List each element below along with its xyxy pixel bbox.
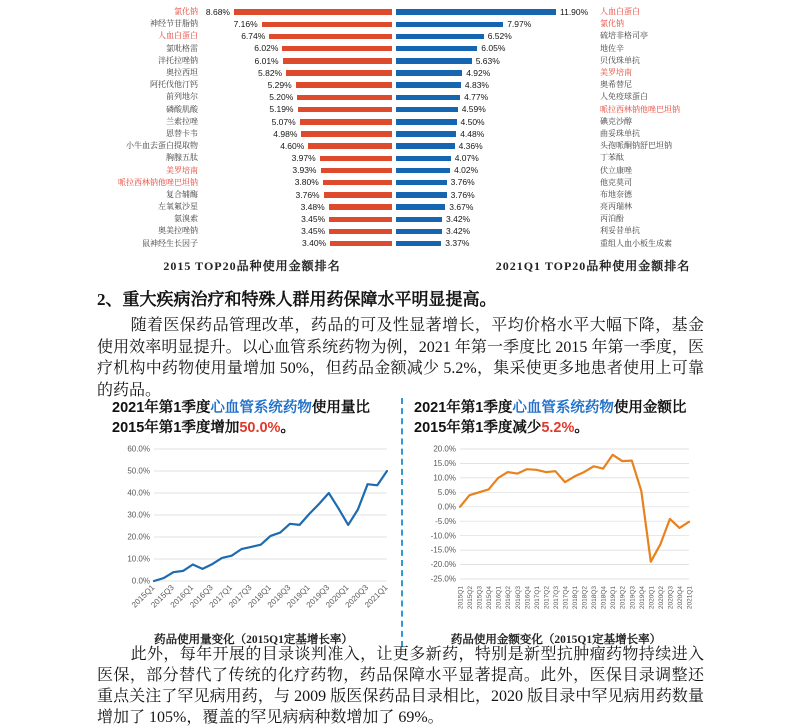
svg-text:2015Q4: 2015Q4 (486, 586, 494, 610)
bar-row (396, 213, 790, 225)
line-chart-usage-amount (414, 441, 697, 631)
svg-text:2015Q3: 2015Q3 (149, 583, 176, 610)
title-segment: 。 (574, 420, 589, 436)
bar-value-label: 3.48% (300, 201, 325, 212)
bar-category-label: 复合辅酶 (166, 189, 198, 199)
paragraph-2: 此外，每年开展的目录谈判准入，让更多新药，特别是新型抗肿瘤药物持续进入医保，部分替代了传统的化疗药物，药品保障水平显著提高。此外，医保目录调整还重点关注了罕见病用药，与 2009 版医保药品目录相比，2020 版目录中罕见病用药数量增加了 105%，覆盖的罕见病病种数增加了 69%。 (97, 646, 704, 726)
svg-text:5.0%: 5.0% (437, 487, 456, 497)
bar-row (396, 91, 790, 103)
svg-text:0.0%: 0.0% (437, 502, 456, 512)
title-segment: 。 (280, 420, 295, 436)
title-segment: 使用量比2015年第1季度增加 (112, 400, 370, 436)
bar-row (112, 128, 392, 140)
svg-text:10.0%: 10.0% (127, 554, 150, 564)
bar (396, 192, 447, 198)
bar-value-label: 3.93% (292, 165, 317, 176)
bar (323, 180, 392, 186)
bar (283, 58, 392, 64)
bar-value-label: 6.52% (487, 31, 512, 42)
svg-text:2018Q3: 2018Q3 (591, 586, 599, 610)
paragraph-1: 随着医保药品管理改革，药品的可及性显著增长，平均价格水平大幅下降，基金使用效率明显提升。以心血管系统药物为例，2021 年第一季度比 2015 年第一季度，医疗机构中药物使用量增加 50%，但药品金额减少 5.2%，集采使更多地患者使用上可靠的药品。 (97, 317, 704, 399)
bar-row (396, 164, 790, 176)
top-bar-charts (112, 6, 790, 274)
bar-value-label: 4.60% (280, 140, 305, 151)
bar-chart-2021q1 (396, 6, 790, 274)
bar-value-label: 3.97% (291, 153, 316, 164)
bar-category-label: 恩替卡韦 (166, 128, 198, 138)
bar-category-label: 前列地尔 (166, 92, 198, 102)
svg-text:2017Q4: 2017Q4 (562, 586, 570, 610)
bar-category-label: 鼠神经生长因子 (142, 238, 198, 248)
bar (396, 58, 472, 64)
svg-text:2020Q3: 2020Q3 (343, 583, 371, 610)
bar-group (396, 57, 600, 66)
svg-text:2020Q3: 2020Q3 (667, 586, 675, 610)
svg-text:2019Q2: 2019Q2 (619, 586, 627, 610)
bar-row (396, 225, 790, 237)
title-segment: 2021年第1季度 (414, 400, 513, 416)
svg-text:50.0%: 50.0% (127, 466, 150, 476)
bar-value-label: 3.42% (446, 226, 471, 237)
bar-category-label: 重组人血小板生成素 (600, 238, 672, 248)
svg-text:2018Q2: 2018Q2 (581, 586, 589, 610)
svg-text:0.0%: 0.0% (131, 576, 150, 586)
bar-row (112, 201, 392, 213)
svg-text:2016Q4: 2016Q4 (524, 586, 532, 610)
bar-category-label: 小牛血去蛋白提取物 (126, 141, 198, 151)
svg-text:2019Q4: 2019Q4 (638, 586, 646, 610)
bar-value-label: 5.29% (267, 79, 292, 90)
bar-group (198, 178, 392, 187)
bar (269, 34, 392, 40)
bar-category-label: 氯化钠 (600, 19, 624, 29)
bar-category-label: 氯化钠 (174, 7, 198, 17)
bar-category-label: 神经节苷脂钠 (150, 19, 198, 29)
svg-text:2018Q1: 2018Q1 (246, 583, 273, 610)
bar-row (112, 177, 392, 189)
bar-group (198, 44, 392, 53)
bar-group (396, 166, 600, 175)
bar-value-label: 5.82% (258, 67, 283, 78)
svg-text:2020Q1: 2020Q1 (648, 586, 656, 610)
bar-group (198, 32, 392, 41)
bar (234, 9, 392, 15)
bar-row (112, 55, 392, 67)
bar (396, 22, 503, 28)
svg-text:2019Q3: 2019Q3 (629, 586, 637, 610)
bar-value-label: 5.63% (475, 55, 500, 66)
bar-row (112, 213, 392, 225)
bar-category-label: 哌拉西林钠他唑巴坦钠 (118, 177, 198, 187)
bar-row (112, 189, 392, 201)
bar-value-label: 4.48% (460, 128, 485, 139)
bar-category-label: 人血白蛋白 (600, 7, 640, 17)
bar-group (198, 215, 392, 224)
title-segment: 2021年第1季度 (112, 400, 211, 416)
svg-text:2016Q3: 2016Q3 (188, 583, 215, 610)
bar-category-label: 氨溴索 (174, 214, 198, 224)
bar (396, 82, 461, 88)
bar-value-label: 3.76% (295, 189, 320, 200)
bar-category-label: 利妥昔单抗 (600, 226, 640, 236)
bar (396, 241, 441, 247)
svg-text:2021Q1: 2021Q1 (686, 586, 694, 610)
caption-usage-volume: 药品使用量变化（2015Q1定基增长率） (154, 634, 353, 646)
bar-group (198, 130, 392, 139)
bar-category-label: 奥希替尼 (600, 80, 632, 90)
bar-group (396, 81, 600, 90)
bar-group (198, 118, 392, 127)
svg-text:-25.0%: -25.0% (430, 574, 456, 584)
bar-row (112, 91, 392, 103)
bar-group (396, 154, 600, 163)
bar-value-label: 4.50% (460, 116, 485, 127)
bar-row (112, 6, 392, 18)
bar-group (396, 191, 600, 200)
bar-value-label: 8.68% (205, 6, 230, 17)
bar-category-label: 氯吡格雷 (166, 43, 198, 53)
line-chart-usage-volume (112, 441, 395, 631)
bar-value-label: 4.07% (454, 153, 479, 164)
bar-value-label: 3.42% (446, 214, 471, 225)
bar-chart-caption-2015: 2015 TOP20品种使用金额排名 (163, 258, 341, 273)
bar-value-label: 4.77% (464, 92, 489, 103)
bar-group (396, 203, 600, 212)
bar-category-label: 丁苯酞 (600, 153, 624, 163)
bar-category-label: 左氧氟沙星 (158, 202, 198, 212)
svg-text:2018Q3: 2018Q3 (265, 583, 293, 610)
bar-group (396, 44, 600, 53)
bar-chart-2021q1-rows (396, 6, 790, 250)
bar-value-label: 6.01% (254, 55, 279, 66)
bar-row (396, 189, 790, 201)
bar (396, 229, 442, 235)
title-segment: 心血管系统药物 (512, 400, 614, 416)
bar-value-label: 3.76% (450, 177, 475, 188)
svg-text:30.0%: 30.0% (127, 510, 150, 520)
bar-category-label: 胸腺五肽 (166, 153, 198, 163)
bar (286, 70, 392, 76)
bar-group (198, 20, 392, 29)
bar-group (396, 118, 600, 127)
svg-text:2016Q2: 2016Q2 (505, 586, 513, 610)
panel-title-volume (112, 398, 395, 438)
bar-value-label: 4.59% (461, 104, 486, 115)
bar-category-label: 伏立康唑 (600, 165, 632, 175)
svg-text:2020Q1: 2020Q1 (324, 583, 351, 610)
bar-row (396, 201, 790, 213)
bar-value-label: 3.45% (301, 226, 326, 237)
bar-value-label: 4.83% (464, 79, 489, 90)
svg-text:2016Q1: 2016Q1 (495, 586, 503, 610)
bar-row (112, 116, 392, 128)
bar-row (396, 6, 790, 18)
bar-group (396, 32, 600, 41)
bar (396, 156, 451, 162)
svg-text:60.0%: 60.0% (127, 444, 150, 454)
bar-category-label: 奥拉西坦 (166, 68, 198, 78)
bar-row (112, 79, 392, 91)
bar-value-label: 5.19% (269, 104, 294, 115)
bar-category-label: 磷酸肌酸 (166, 104, 198, 114)
svg-text:10.0%: 10.0% (433, 473, 456, 483)
bar-row (112, 30, 392, 42)
bar-group (396, 105, 600, 114)
bar-value-label: 4.36% (458, 140, 483, 151)
bar (396, 70, 462, 76)
bar-group (198, 191, 392, 200)
bar-row (396, 140, 790, 152)
bar-category-label: 丙泊酚 (600, 214, 624, 224)
svg-text:2017Q3: 2017Q3 (552, 586, 560, 610)
svg-text:2015Q3: 2015Q3 (476, 586, 484, 610)
bar-row (112, 152, 392, 164)
svg-text:2017Q1: 2017Q1 (533, 586, 541, 610)
bar (329, 229, 392, 235)
closing-block (97, 644, 704, 728)
bar-value-label: 7.16% (233, 19, 258, 30)
bar-group (198, 166, 392, 175)
bar-category-label: 头孢哌酮钠舒巴坦钠 (600, 141, 672, 151)
bar-category-label: 布地奈德 (600, 189, 632, 199)
bar-group (396, 93, 600, 102)
bar (396, 131, 456, 137)
bar-group (198, 8, 392, 17)
bar-row (112, 164, 392, 176)
svg-text:20.0%: 20.0% (433, 444, 456, 454)
svg-text:2021Q1: 2021Q1 (362, 583, 390, 610)
svg-text:-15.0%: -15.0% (430, 545, 456, 555)
bar (297, 95, 392, 101)
svg-text:2019Q3: 2019Q3 (304, 583, 332, 610)
bar (329, 204, 392, 210)
svg-text:2015Q2: 2015Q2 (467, 586, 474, 610)
bar-row (112, 18, 392, 30)
bar (308, 143, 392, 149)
bar-category-label: 美罗培南 (166, 165, 198, 175)
bar (324, 192, 392, 198)
bar-row (396, 55, 790, 67)
bar-category-label: 地佐辛 (600, 43, 624, 53)
bar-value-label: 4.98% (273, 128, 298, 139)
bar-value-label: 3.37% (445, 238, 470, 249)
bar-group (198, 105, 392, 114)
bar-value-label: 3.76% (450, 189, 475, 200)
svg-text:2019Q1: 2019Q1 (285, 583, 312, 610)
bar-group (198, 203, 392, 212)
svg-text:-20.0%: -20.0% (430, 560, 456, 570)
bar-category-label: 人血白蛋白 (158, 31, 198, 41)
bar-row (396, 30, 790, 42)
bar-row (112, 238, 392, 250)
bar-value-label: 11.90% (560, 6, 589, 17)
bar-value-label: 4.02% (454, 165, 479, 176)
bar-category-label: 奥美拉唑钠 (158, 226, 198, 236)
figure-cardiovascular (112, 398, 698, 647)
svg-text:2018Q4: 2018Q4 (600, 586, 608, 610)
bar-group (198, 142, 392, 151)
bar (396, 217, 442, 223)
bar-group (396, 69, 600, 78)
bar (396, 119, 457, 125)
bar (396, 180, 447, 186)
bar-value-label: 5.20% (269, 92, 294, 103)
bar-row (396, 18, 790, 30)
bar-group (396, 178, 600, 187)
svg-text:20.0%: 20.0% (127, 532, 150, 542)
bar-value-label: 6.05% (481, 43, 506, 54)
title-segment: 5.2% (541, 420, 575, 436)
panel-title-amount (414, 398, 698, 438)
svg-text:2020Q2: 2020Q2 (657, 586, 665, 610)
bar-value-label: 7.97% (507, 19, 532, 30)
bar (320, 156, 392, 162)
bar-group (396, 130, 600, 139)
svg-text:2017Q1: 2017Q1 (207, 583, 235, 610)
bar-value-label: 3.45% (301, 214, 326, 225)
bar-row (112, 140, 392, 152)
bar-group (198, 154, 392, 163)
bar-row (396, 128, 790, 140)
bar-row (396, 104, 790, 116)
bar-value-label: 3.80% (294, 177, 319, 188)
bar-chart-2015-rows (112, 6, 392, 250)
bar-group (198, 57, 392, 66)
bar (300, 119, 392, 125)
bar-group (396, 142, 600, 151)
bar-row (396, 79, 790, 91)
bar-category-label: 哌拉西林钠他唑巴坦钠 (600, 104, 680, 114)
bar-group (396, 215, 600, 224)
bar-category-label: 阿托伐他汀钙 (150, 80, 198, 90)
bar-row (396, 67, 790, 79)
svg-text:-10.0%: -10.0% (430, 531, 456, 541)
bar (330, 241, 392, 247)
bar-row (396, 152, 790, 164)
bar-category-label: 碘克沙醇 (600, 116, 632, 126)
svg-text:15.0%: 15.0% (433, 459, 456, 468)
bar-group (198, 227, 392, 236)
svg-text:2016Q1: 2016Q1 (168, 583, 196, 610)
bar-chart-caption-2021q1: 2021Q1 TOP20品种使用金额排名 (495, 258, 691, 273)
bar-row (396, 116, 790, 128)
svg-text:2020Q4: 2020Q4 (677, 586, 684, 610)
bar-category-label: 曲妥珠单抗 (600, 128, 640, 138)
bar (396, 34, 484, 40)
bar (296, 82, 392, 88)
bar-group (198, 93, 392, 102)
title-segment: 50.0% (239, 420, 281, 436)
bar (396, 143, 455, 149)
bar-group (396, 227, 600, 236)
bar-row (112, 67, 392, 79)
svg-text:40.0%: 40.0% (127, 488, 150, 498)
bar-group (396, 239, 600, 248)
bar (396, 9, 556, 15)
bar-group (198, 69, 392, 78)
svg-text:2016Q3: 2016Q3 (514, 586, 522, 610)
bar (301, 131, 392, 137)
bar-chart-2015 (112, 6, 392, 274)
bar (396, 95, 460, 101)
bar-row (396, 43, 790, 55)
bar-category-label: 硫培非格司亭 (600, 31, 648, 41)
bar (282, 46, 392, 52)
bar (329, 217, 392, 223)
svg-text:2018Q1: 2018Q1 (572, 586, 579, 610)
bar (396, 46, 477, 52)
bar-value-label: 6.02% (254, 43, 279, 54)
bar (321, 168, 393, 174)
bar-value-label: 6.74% (241, 31, 266, 42)
bar-group (396, 20, 600, 29)
bar-category-label: 美罗培南 (600, 68, 632, 78)
bar-row (396, 177, 790, 189)
bar (396, 168, 450, 174)
section-block (97, 285, 704, 401)
bar-value-label: 3.67% (449, 201, 474, 212)
bar-row (112, 104, 392, 116)
section-heading: 2、重大疾病治疗和特殊人群用药保障水平明显提高。 (97, 290, 497, 309)
panel-usage-volume (112, 398, 395, 647)
svg-text:2017Q2: 2017Q2 (543, 586, 551, 610)
bar (396, 107, 458, 113)
svg-text:2017Q3: 2017Q3 (227, 583, 254, 610)
bar-row (112, 225, 392, 237)
bar (262, 22, 392, 28)
bar-row (396, 238, 790, 250)
bar-group (396, 8, 600, 17)
bar-category-label: 泮托拉唑钠 (158, 55, 198, 65)
bar-group (198, 81, 392, 90)
bar (396, 204, 445, 210)
svg-text:2019Q1: 2019Q1 (610, 586, 618, 610)
bar-row (112, 43, 392, 55)
bar-category-label: 亮丙瑞林 (600, 202, 632, 212)
caption-usage-amount: 药品使用金额变化（2015Q1定基增长率） (450, 634, 662, 646)
bar-group (198, 239, 392, 248)
bar-value-label: 3.40% (302, 238, 327, 249)
bar-category-label: 贝伐珠单抗 (600, 55, 640, 65)
bar-value-label: 5.07% (271, 116, 296, 127)
bar-value-label: 4.92% (466, 67, 491, 78)
svg-text:2015Q1: 2015Q1 (129, 583, 157, 610)
bar-category-label: 兰索拉唑 (166, 116, 198, 126)
bar (298, 107, 393, 113)
bar-category-label: 人免疫球蛋白 (600, 92, 648, 102)
panel-usage-amount (403, 398, 698, 647)
bar-category-label: 他克莫司 (600, 177, 632, 187)
svg-text:-5.0%: -5.0% (435, 516, 456, 526)
svg-text:2015Q1: 2015Q1 (457, 586, 465, 610)
title-segment: 使用金额比2015年第1季度减少 (414, 400, 687, 436)
title-segment: 心血管系统药物 (210, 400, 312, 416)
